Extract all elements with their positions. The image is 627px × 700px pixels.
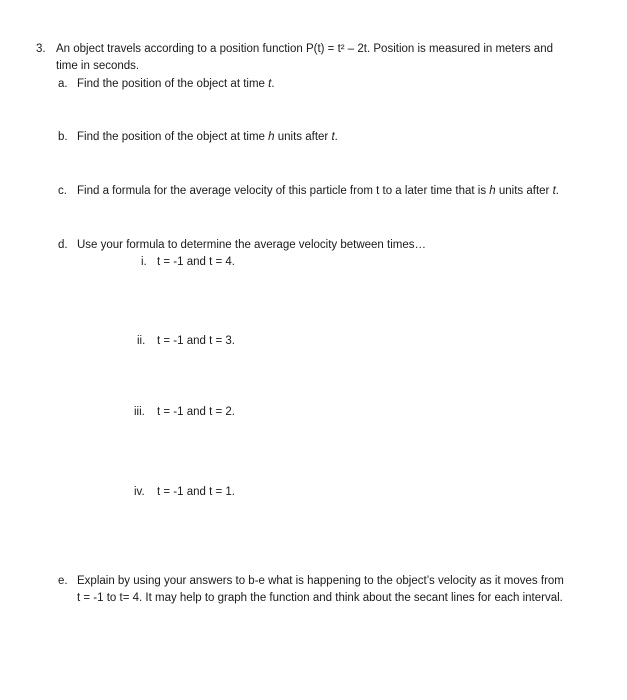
part-e-line2: t = -1 to t= 4. It may help to graph the function and think about the secant lines for each interval. (77, 592, 563, 604)
part-e-label: e. (58, 575, 68, 587)
part-d-sub-i-label: i. (141, 256, 147, 268)
part-d-text: Use your formula to determine the average velocity between times… (77, 239, 426, 251)
part-d-sub-ii-label: ii. (137, 335, 146, 347)
part-e-line1: Explain by using your answers to b-e what is happening to the object’s velocity as it moves from (77, 575, 564, 587)
part-d-label: d. (58, 239, 68, 251)
problem-stem-line1: An object travels according to a position function P(t) = t² – 2t. Position is measured in meters and (56, 43, 553, 55)
part-b-text: Find the position of the object at time h units after t. (77, 131, 338, 143)
part-d-sub-i-text: t = -1 and t = 4. (157, 256, 235, 268)
part-d-sub-iii-label: iii. (134, 406, 145, 418)
part-a-text: Find the position of the object at time t. (77, 78, 275, 90)
part-b-label: b. (58, 131, 68, 143)
part-d-sub-iv-label: iv. (134, 486, 145, 498)
problem-number: 3. (36, 43, 46, 55)
problem-stem-line2: time in seconds. (56, 60, 140, 72)
part-d-sub-iii-text: t = -1 and t = 2. (157, 406, 235, 418)
part-a-label: a. (58, 78, 68, 90)
part-c-label: c. (58, 185, 67, 197)
part-c-text: Find a formula for the average velocity of this particle from t to a later time that is h units after t. (77, 185, 559, 197)
part-d-sub-ii-text: t = -1 and t = 3. (157, 335, 235, 347)
part-d-sub-iv-text: t = -1 and t = 1. (157, 486, 235, 498)
